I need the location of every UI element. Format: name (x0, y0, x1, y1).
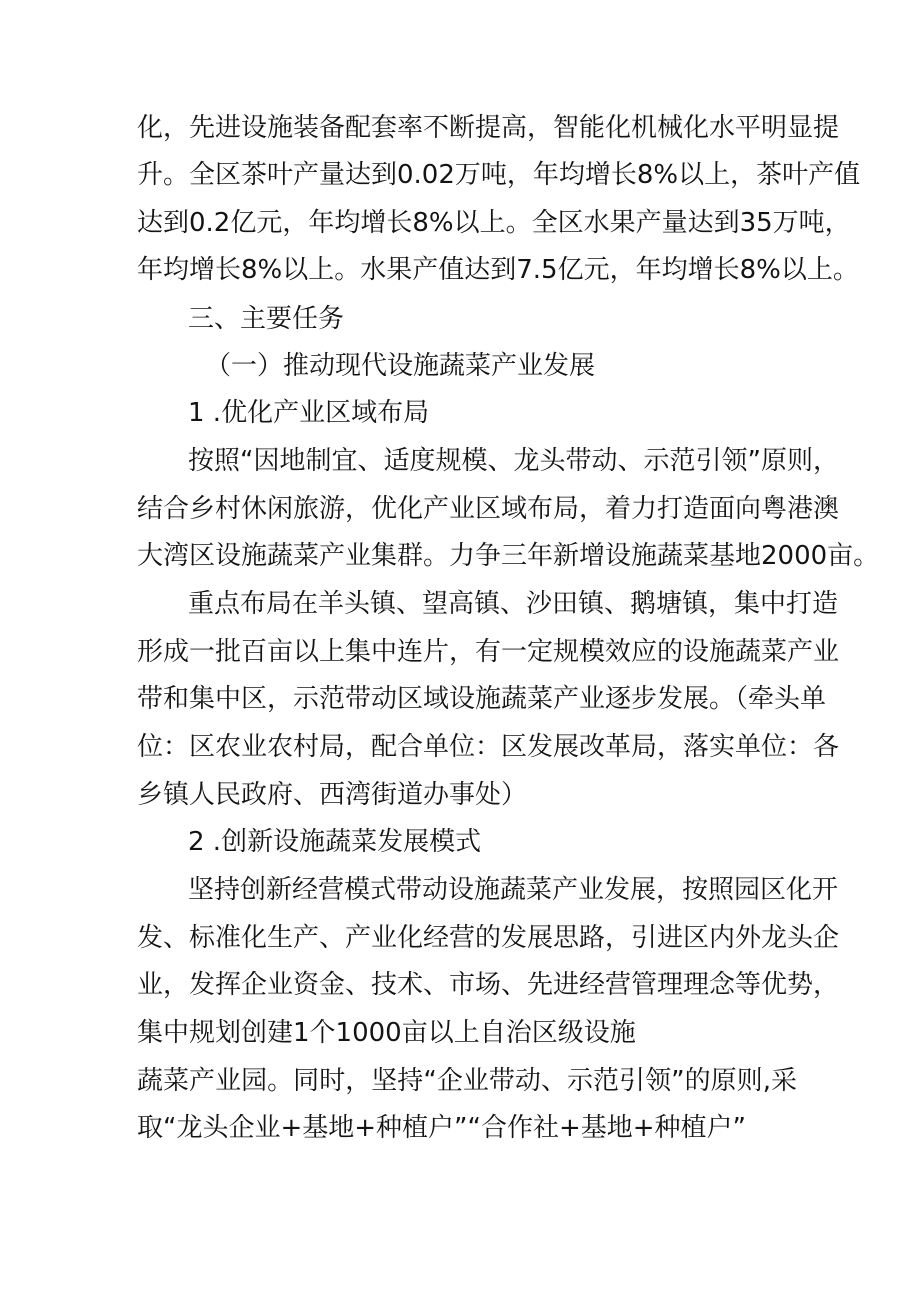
text-line-15: 乡镇人民政府、西湾街道办事处） (137, 780, 528, 810)
text-line-14: 位：区农业农村局，配合单位：区发展改革局，落实单位：各 (137, 732, 840, 762)
text-line-11: 重点布局在羊头镇、望高镇、沙田镇、鹅塘镇，集中打造 (188, 589, 839, 619)
text-line-2: 升。全区茶叶产量达到0.02万吨，年均增长8%以上，茶叶产值 (137, 160, 861, 190)
text-line-18: 发、标准化生产、产业化经营的发展思路，引进区内外龙头企 (137, 923, 840, 953)
text-line-22: 取“龙头企业+基地+种植户”“合作社+基地+种植户” (137, 1113, 747, 1143)
item-heading-2: 2 .创新设施蔬菜发展模式 (188, 827, 482, 857)
text-line-9: 结合乡村休闲旅游，优化产业区域布局，着力打造面向粤港澳 (137, 494, 840, 524)
text-line-4: 年均增长8%以上。水果产值达到7.5亿元，年均增长8%以上。 (137, 255, 859, 285)
text-line-1: 化，先进设施装备配套率不断提高，智能化机械化水平明显提 (137, 113, 840, 143)
text-line-10: 大湾区设施蔬菜产业集群。力争三年新增设施蔬菜基地2000亩。 (137, 541, 880, 571)
text-line-12: 形成一批百亩以上集中连片，有一定规模效应的设施蔬菜产业 (137, 637, 840, 667)
text-line-19: 业，发挥企业资金、技术、市场、先进经营管理理念等优势， (137, 970, 840, 1000)
text-line-8: 按照“因地制宜、适度规模、龙头带动、示范引领”原则， (188, 446, 839, 476)
text-line-20: 集中规划创建1个1000亩以上自治区级设施 (137, 1018, 636, 1048)
section-heading: 三、主要任务 (188, 304, 345, 334)
subsection-heading: （一）推动现代设施蔬菜产业发展 (205, 351, 596, 381)
item-heading-1: 1 .优化产业区域布局 (188, 398, 430, 428)
text-line-13: 带和集中区，示范带动区域设施蔬菜产业逐步发展。（牵头单 (137, 684, 827, 714)
text-line-17: 坚持创新经营模式带动设施蔬菜产业发展，按照园区化开 (188, 875, 839, 905)
text-line-3: 达到0.2亿元，年均增长8%以上。全区水果产量达到35万吨， (137, 208, 851, 238)
text-line-21: 蔬菜产业园。同时，坚持“企业带动、示范引领”的原则,采 (137, 1066, 797, 1096)
